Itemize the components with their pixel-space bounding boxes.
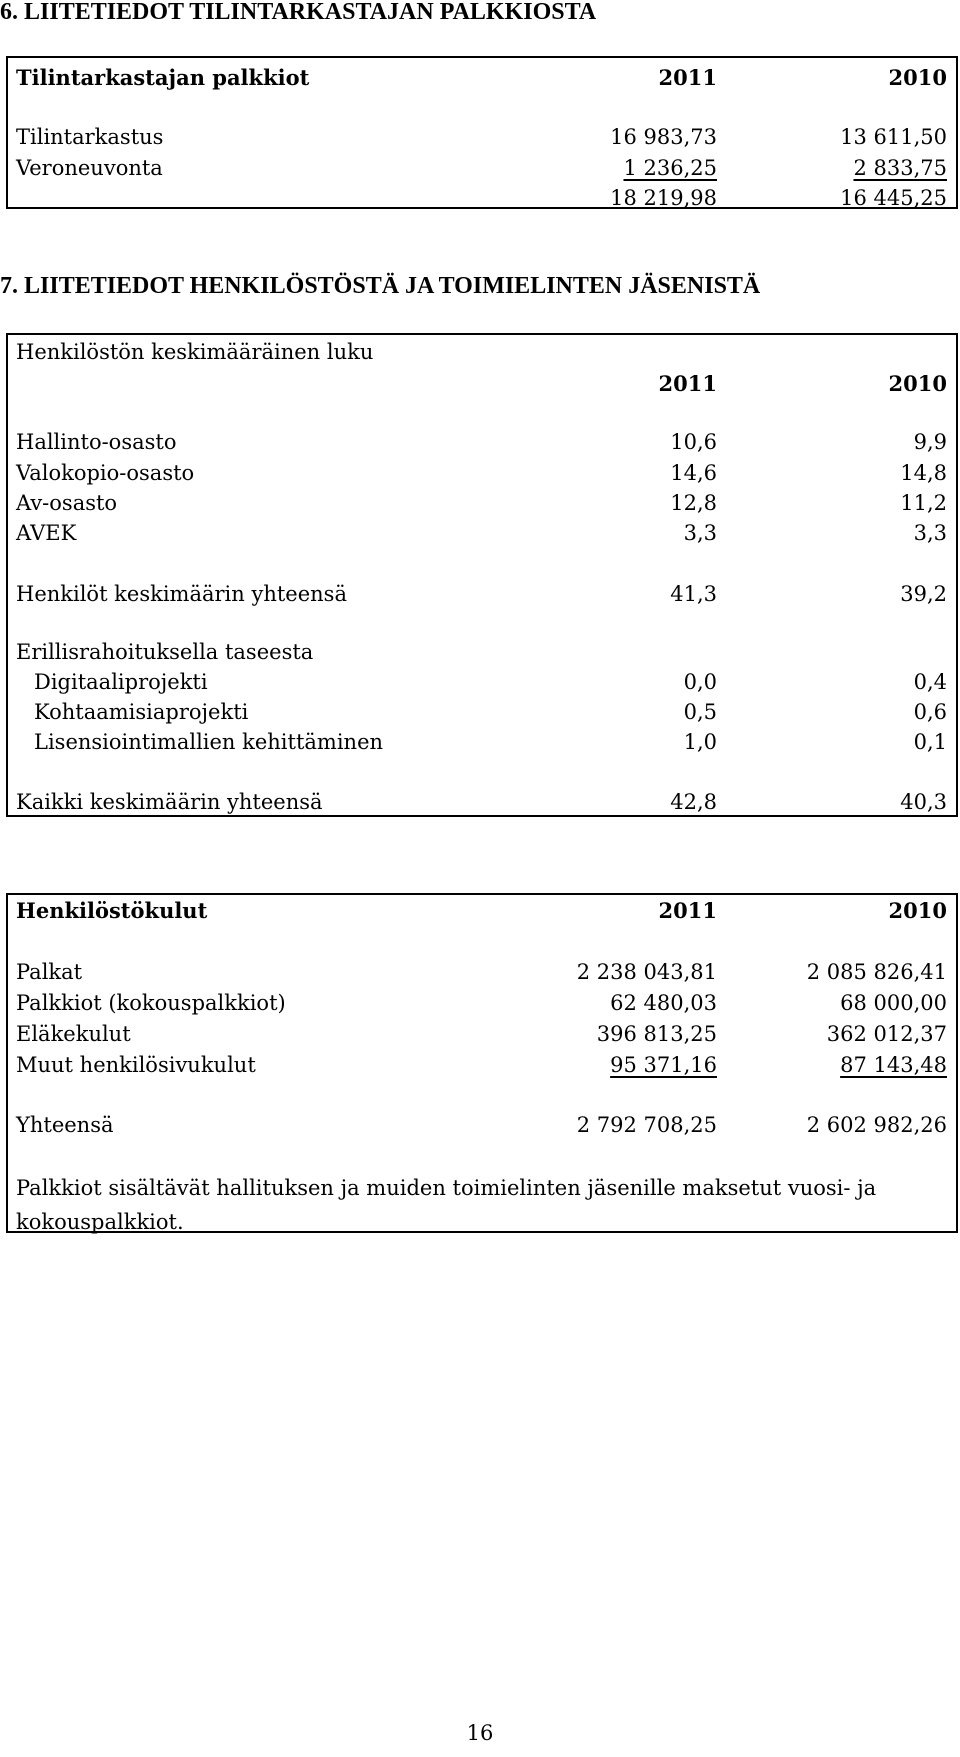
value-2010: 39,2 (900, 582, 947, 606)
row-label: Valokopio-osasto (16, 461, 195, 485)
value-2010: 9,9 (913, 430, 947, 454)
table-title-row (8, 336, 956, 368)
table-row (8, 726, 956, 758)
total-row (8, 1109, 956, 1141)
column-header-2010: 2010 (888, 65, 947, 90)
value-2011: 12,8 (670, 491, 717, 515)
row-label: Kaikki keskimäärin yhteensä (16, 790, 323, 814)
value-2010: 13 611,50 (840, 125, 947, 149)
table-row (8, 1018, 956, 1050)
table-row (8, 517, 956, 549)
value-2010: 2 085 826,41 (806, 960, 947, 984)
total-2011: 18 219,98 (610, 186, 717, 210)
row-label: Tilintarkastus (16, 125, 164, 149)
value-2011: 0,5 (683, 700, 717, 724)
value-2010: 2 602 982,26 (806, 1113, 947, 1137)
fees-note: Palkkiot sisältävät hallituksen ja muiden toimielinten jäsenille maksetut vuosi- ja kokouspalkkiot. (16, 1176, 877, 1234)
row-label: Lisensiointimallien kehittäminen (34, 730, 384, 754)
value-2010: 0,4 (913, 670, 947, 694)
value-2011: 2 238 043,81 (576, 960, 717, 984)
value-2010: 87 143,48 (840, 1053, 947, 1077)
subsection-title-row (8, 636, 956, 668)
value-2010: 2 833,75 (853, 156, 947, 180)
row-label: Hallinto-osasto (16, 430, 177, 454)
row-label: Muut henkilösivukulut (16, 1053, 256, 1077)
value-2010: 362 012,37 (826, 1022, 947, 1046)
table-row (8, 666, 956, 698)
value-2011: 41,3 (670, 582, 717, 606)
table-row (8, 152, 956, 184)
table-header (8, 62, 956, 94)
value-2011: 16 983,73 (610, 125, 717, 149)
row-label: Eläkekulut (16, 1022, 131, 1046)
value-2011: 62 480,03 (610, 991, 717, 1015)
row-label: Veroneuvonta (16, 156, 163, 180)
table-row (8, 457, 956, 489)
value-2011: 42,8 (670, 790, 717, 814)
value-2010: 0,6 (913, 700, 947, 724)
table-row (8, 121, 956, 153)
subtotal-row (8, 578, 956, 610)
section-7-heading: 7. LIITETIEDOT HENKILÖSTÖSTÄ JA TOIMIELINTEN JÄSENISTÄ (0, 273, 761, 299)
table-row (8, 426, 956, 458)
staff-costs-table (6, 893, 958, 1233)
row-label: Kohtaamisiaprojekti (34, 700, 249, 724)
staff-average-table (6, 333, 958, 817)
subsection-title: Erillisrahoituksella taseesta (16, 640, 314, 664)
value-2011: 396 813,25 (596, 1022, 717, 1046)
column-header-2010: 2010 (888, 371, 947, 396)
table-row (8, 487, 956, 519)
row-label: Palkkiot (kokouspalkkiot) (16, 991, 286, 1015)
table-row (8, 1049, 956, 1081)
table-title: Tilintarkastajan palkkiot (16, 65, 310, 90)
value-2011: 1,0 (683, 730, 717, 754)
column-header-2010: 2010 (888, 898, 947, 923)
value-2011: 95 371,16 (610, 1053, 717, 1077)
table-header (8, 368, 956, 400)
row-label: Yhteensä (16, 1113, 114, 1137)
value-2010: 11,2 (900, 491, 947, 515)
value-2010: 40,3 (900, 790, 947, 814)
auditor-fees-table (6, 56, 958, 209)
value-2010: 0,1 (913, 730, 947, 754)
page-number: 16 (466, 1721, 494, 1745)
row-label: AVEK (16, 521, 77, 545)
total-2010: 16 445,25 (840, 186, 947, 210)
value-2011: 1 236,25 (623, 156, 717, 180)
table-row (8, 956, 956, 988)
row-label: Digitaaliprojekti (34, 670, 208, 694)
total-row (8, 786, 956, 818)
value-2011: 2 792 708,25 (576, 1113, 717, 1137)
value-2011: 0,0 (683, 670, 717, 694)
row-label: Av-osasto (16, 491, 118, 515)
column-header-2011: 2011 (658, 371, 717, 396)
value-2011: 10,6 (670, 430, 717, 454)
column-header-2011: 2011 (658, 65, 717, 90)
section-6-heading: 6. LIITETIEDOT TILINTARKASTAJAN PALKKIOSTA (0, 0, 597, 25)
value-2011: 14,6 (670, 461, 717, 485)
table-row (8, 987, 956, 1019)
table-title: Henkilöstön keskimääräinen luku (16, 340, 374, 364)
value-2010: 14,8 (900, 461, 947, 485)
table-row (8, 696, 956, 728)
value-2010: 68 000,00 (840, 991, 947, 1015)
value-2010: 3,3 (913, 521, 947, 545)
column-header-2011: 2011 (658, 898, 717, 923)
table-header (8, 895, 956, 927)
total-row (8, 182, 956, 214)
row-label: Palkat (16, 960, 83, 984)
row-label: Henkilöt keskimäärin yhteensä (16, 582, 347, 606)
value-2011: 3,3 (683, 521, 717, 545)
table-title: Henkilöstökulut (16, 898, 208, 923)
